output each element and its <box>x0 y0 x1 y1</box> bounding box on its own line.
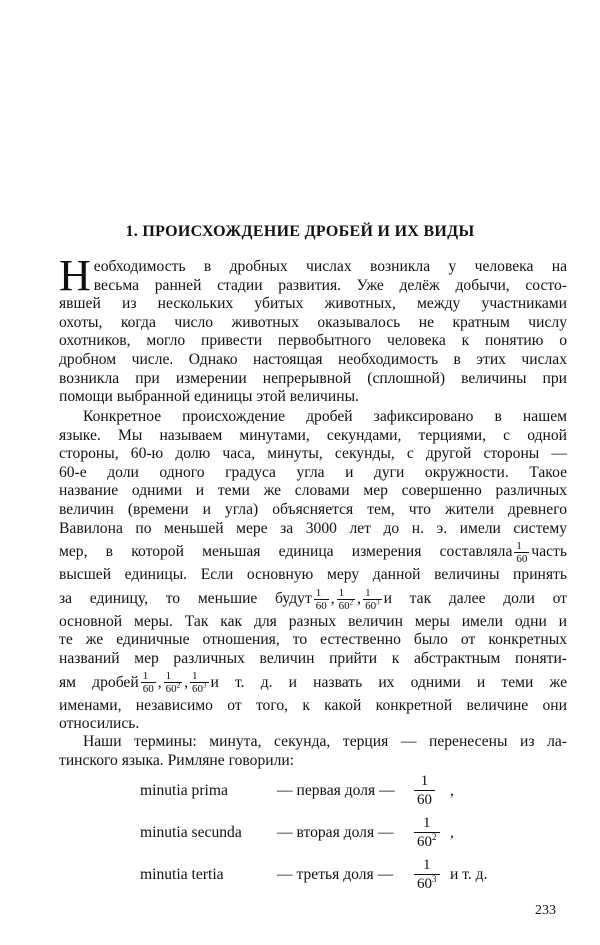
russian-translation: — третья доля — <box>277 866 394 883</box>
fraction <box>141 670 156 695</box>
fraction <box>337 587 356 612</box>
term-row <box>140 814 560 854</box>
text-line: охоты, когда число животных оказывалось не кратным числу <box>59 313 567 331</box>
text-line: относились. <box>59 715 140 733</box>
fraction <box>164 670 183 695</box>
fraction-base: 60 <box>365 599 377 612</box>
fraction-denominator <box>363 599 382 612</box>
text-line: еобходимость в дробных числах возникла у человека на <box>93 258 567 275</box>
fraction-denominator <box>414 874 440 893</box>
text-segment: и так далее доли от <box>383 589 567 607</box>
comma: , <box>184 673 189 691</box>
text-line-with-fraction <box>59 669 567 697</box>
fraction-base: 60 <box>417 876 432 892</box>
fraction-numerator: 1 <box>315 586 322 599</box>
fraction <box>314 587 329 612</box>
paragraph-3 <box>59 733 567 770</box>
exponent: 2 <box>176 681 181 690</box>
fraction-denominator <box>337 599 356 612</box>
fraction-numerator: 1 <box>338 586 345 599</box>
text-line: названий мер различных величин прийти к абстрактным поняти- <box>59 649 567 667</box>
text-line: явшей из нескольких убитых животных, между участниками <box>59 295 567 313</box>
text-line-with-fraction <box>59 585 567 613</box>
drop-cap: Н <box>59 251 91 300</box>
paragraph-2 <box>59 408 567 734</box>
fraction-numerator: 1 <box>192 670 198 683</box>
fraction-denominator: 60 <box>142 683 154 696</box>
comma: , <box>357 589 362 607</box>
fraction-base: 60 <box>165 683 177 696</box>
fraction-denominator <box>164 682 183 695</box>
fraction-denominator: 60 <box>516 553 528 566</box>
text-line: именами, независимо от того, к какой конкретной величине они <box>59 696 567 714</box>
text-line: весьма ранней стадии развития. Уже делёж добычи, состо- <box>93 276 567 294</box>
fraction-numerator: 1 <box>142 670 149 683</box>
section-heading: 1. ПРОИСХОЖДЕНИЕ ДРОБЕЙ И ИХ ВИДЫ <box>125 223 475 240</box>
text-segment: за единицу, то меньшие будут <box>59 589 312 607</box>
fraction-base: 60 <box>417 792 432 808</box>
comma: , <box>157 673 162 691</box>
term-tail: , <box>450 782 454 799</box>
exponent: 3 <box>203 681 207 690</box>
term-tail: , <box>450 824 454 841</box>
exponent: 2 <box>349 598 354 607</box>
russian-translation: — первая доля — <box>277 782 395 799</box>
fraction-denominator <box>414 790 435 809</box>
exponent: 3 <box>432 874 437 884</box>
text-segment: мер, в которой меньшая единица измерения составляла <box>59 543 513 561</box>
fraction-numerator: 1 <box>420 773 429 789</box>
text-line: основной меры. Так как для разных величин меры имели одни и <box>59 612 567 630</box>
fraction-numerator: 1 <box>516 540 522 553</box>
fraction <box>514 540 529 565</box>
term-row <box>140 772 560 812</box>
fraction-base: 60 <box>338 599 350 612</box>
latin-term: minutia secunda <box>140 824 242 841</box>
fraction-denominator: 60 <box>315 599 327 612</box>
text-line: дробном числе. Однако настоящая необходимость в этих числах <box>59 350 567 368</box>
text-line: высшей единицы. Если основную меру данной величины принять <box>59 566 567 584</box>
exponent: 3 <box>376 598 380 607</box>
text-segment: ям дробей <box>59 673 139 691</box>
text-line: тинского языка. Римляне говорили: <box>59 751 295 769</box>
term-fraction <box>414 814 440 851</box>
text-line: Наши термины: минута, секунда, терция — перенесены из ла- <box>83 733 567 750</box>
exponent: 2 <box>432 832 437 842</box>
fraction-numerator: 1 <box>423 815 431 831</box>
text-line: 60-е доли одного градуса угла и дуги окружности. Такое <box>59 463 567 481</box>
fraction-denominator <box>190 682 209 695</box>
text-segment: и т. д. и назвать их одними и теми же <box>210 673 567 691</box>
term-fraction <box>414 856 440 893</box>
fraction-numerator: 1 <box>165 670 172 683</box>
text-segment: часть <box>531 543 567 561</box>
text-line-with-fraction <box>59 538 567 566</box>
fraction <box>363 587 382 612</box>
text-line: стороны, 60-ю долю часа, минуты, секунды, с другой стороны — <box>59 445 567 463</box>
latin-term: minutia tertia <box>140 866 224 883</box>
paragraph-1 <box>59 251 567 407</box>
text-line: те же единичные отношения, то естественно было от конкретных <box>59 631 567 649</box>
text-line: языке. Мы называем минутами, секундами, терциями, с одной <box>59 426 567 444</box>
fraction-numerator: 1 <box>423 857 431 873</box>
text-line: Конкретное происхождение дробей зафиксировано в нашем <box>83 408 567 425</box>
text-line: Вавилона по меньшей мере за 3000 лет до н. э. имели систему <box>59 519 567 537</box>
latin-term: minutia prima <box>140 782 228 799</box>
term-fraction <box>414 772 435 809</box>
text-line: название одними и теми же словами мер совершенно различных <box>59 482 567 500</box>
text-line: помощи выбранной единицы этой величины. <box>59 388 359 406</box>
text-line: возникла при измерении непрерывной (сплошной) величины при <box>59 369 567 387</box>
page-number: 233 <box>535 903 556 918</box>
comma: , <box>330 589 335 607</box>
term-tail: и т. д. <box>450 866 488 883</box>
term-row <box>140 856 560 896</box>
text-line: охотников, могло привести первобытного человека к понятию о <box>59 332 567 350</box>
fraction-base: 60 <box>192 683 204 696</box>
fraction-numerator: 1 <box>365 586 371 599</box>
fraction-denominator <box>414 832 440 851</box>
fraction <box>190 670 209 695</box>
text-line: величин (времени и угла) объясняется тем, что жители древнего <box>59 500 567 518</box>
fraction-base: 60 <box>417 834 432 850</box>
russian-translation: — вторая доля — <box>277 824 394 841</box>
